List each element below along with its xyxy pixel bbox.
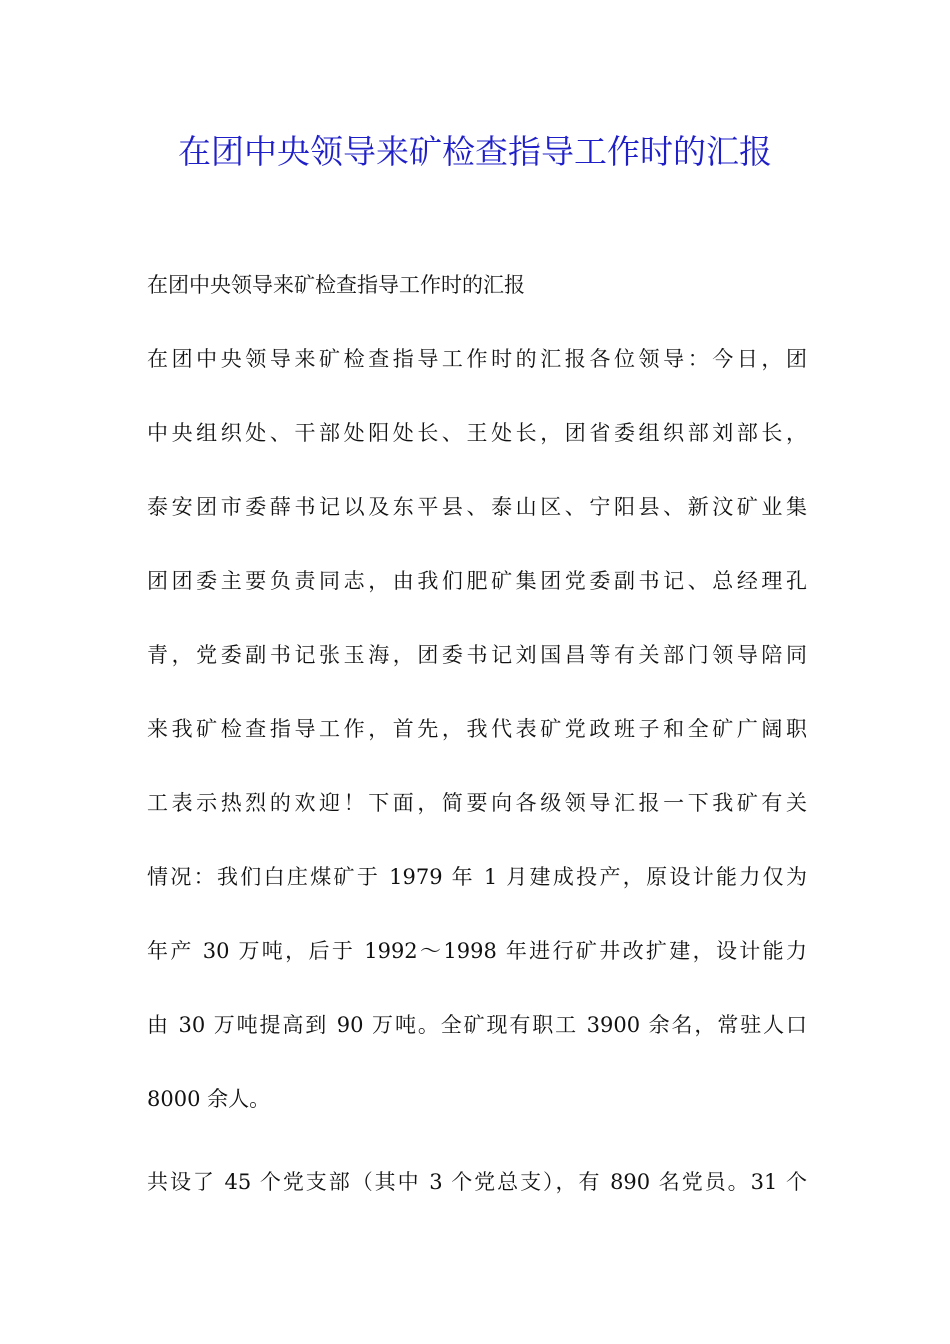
- paragraph-line: 年产 30 万吨，后于 1992～1998 年进行矿井改扩建，设计能力: [147, 939, 807, 963]
- paragraph-line: 团团委主要负责同志，由我们肥矿集团党委副书记、总经理孔: [147, 569, 807, 593]
- paragraph-line: 共设了 45 个党支部（其中 3 个党总支），有 890 名党员。31 个: [147, 1170, 807, 1194]
- body-paragraph: [147, 340, 807, 1154]
- paragraph-line: 工表示热烈的欢迎！下面，简要向各级领导汇报一下我矿有关: [147, 791, 807, 815]
- paragraph-line: 中央组织处、干部处阳处长、王处长，团省委组织部刘部长，: [147, 421, 807, 445]
- paragraph-line: 泰安团市委薛书记以及东平县、泰山区、宁阳县、新汶矿业集: [147, 495, 807, 519]
- paragraph-line: 青，党委副书记张玉海，团委书记刘国昌等有关部门领导陪同: [147, 643, 807, 667]
- paragraph-line: 来我矿检查指导工作，首先，我代表矿党政班子和全矿广阔职: [147, 717, 807, 741]
- document-subtitle: 在团中央领导来矿检查指导工作时的汇报: [147, 273, 525, 297]
- paragraph-line: 8000 余人。: [147, 1087, 271, 1111]
- document-title: 在团中央领导来矿检查指导工作时的汇报: [178, 132, 772, 171]
- paragraph-line: 由 30 万吨提高到 90 万吨。全矿现有职工 3900 余名，常驻人口: [147, 1013, 807, 1037]
- body-paragraph: [147, 1163, 807, 1237]
- paragraph-line: 情况：我们白庄煤矿于 1979 年 1 月建成投产，原设计能力仅为: [147, 865, 807, 889]
- paragraph-line: 在团中央领导来矿检查指导工作时的汇报各位领导：今日，团: [147, 347, 807, 371]
